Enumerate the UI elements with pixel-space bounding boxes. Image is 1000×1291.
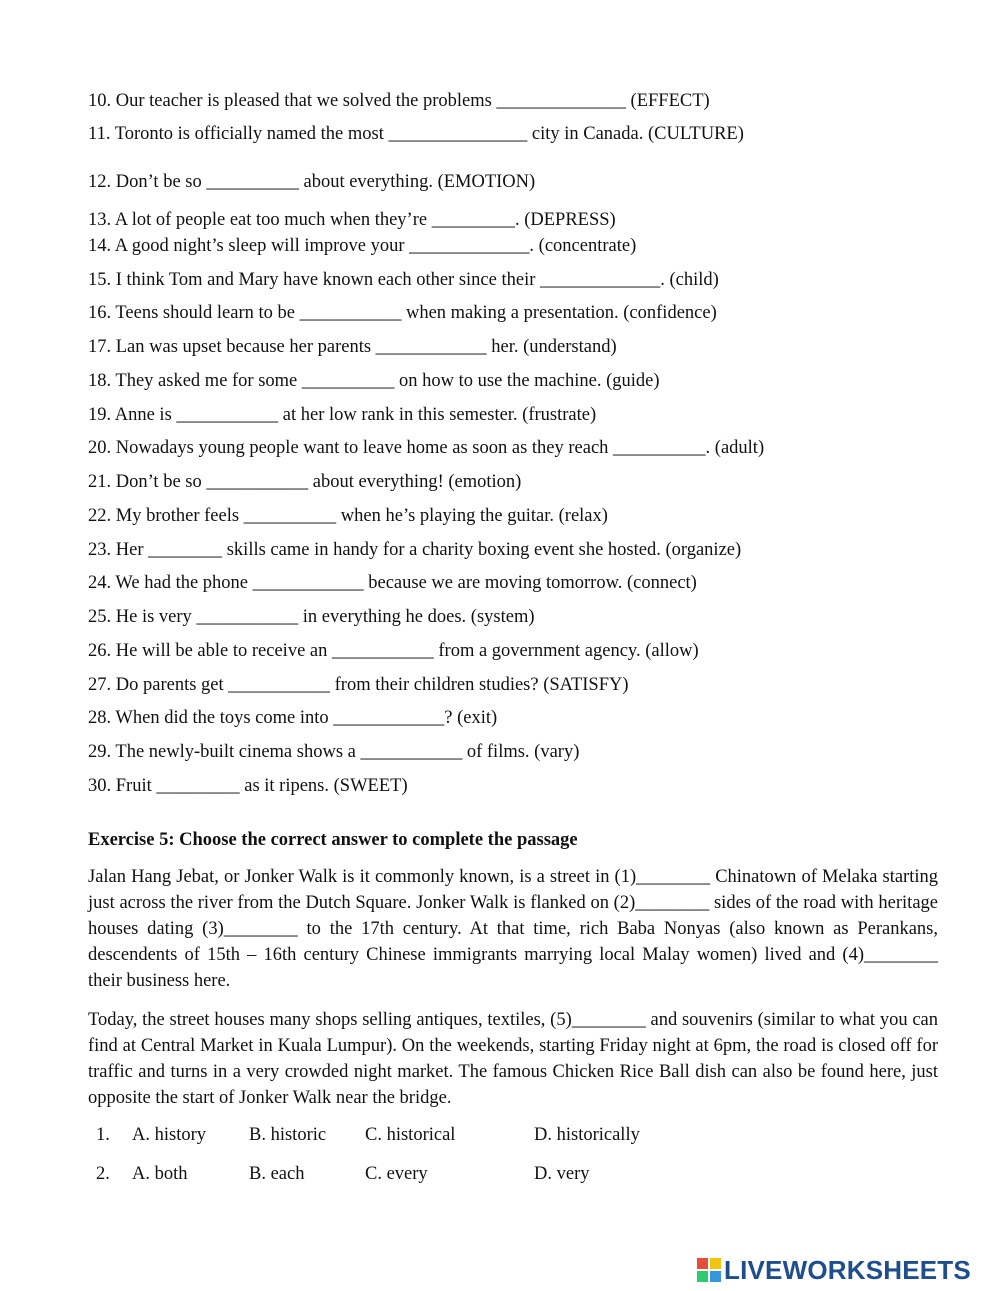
question-20: 20. Nowadays young people want to leave home as soon as they reach __________. (adult)	[88, 438, 765, 458]
option-number: 2.	[96, 1164, 110, 1184]
option-d: D. very	[534, 1164, 590, 1184]
question-11: 11. Toronto is officially named the most _______________ city in Canada. (CULTURE)	[88, 124, 744, 144]
question-15: 15. I think Tom and Mary have known each other since their _____________. (child)	[88, 270, 719, 290]
option-d: D. historically	[534, 1125, 640, 1145]
question-27: 27. Do parents get ___________ from their children studies? (SATISFY)	[88, 675, 629, 695]
option-a: A. history	[132, 1125, 206, 1145]
option-a: A. both	[132, 1164, 188, 1184]
question-17: 17. Lan was upset because her parents ____________ her. (understand)	[88, 337, 617, 357]
question-10: 10. Our teacher is pleased that we solved the problems ______________ (EFFECT)	[88, 91, 710, 111]
passage-paragraph-2: Today, the street houses many shops selling antiques, textiles, (5)________ and souvenirs (similar to what you can find at Central Market in Kuala Lumpur). On the weekends, starting Friday night at 6pm, the road is closed off for traffic and turns in a very crowded night market. The famous Chicken Rice Ball dish can also be found here, just opposite the start of Jonker Walk near the bridge.	[88, 1010, 938, 1108]
question-14: 14. A good night’s sleep will improve your _____________. (concentrate)	[88, 236, 637, 256]
question-13: 13. A lot of people eat too much when they’re _________. (DEPRESS)	[88, 210, 616, 230]
question-28: 28. When did the toys come into ____________? (exit)	[88, 708, 498, 728]
question-21: 21. Don’t be so ___________ about everything! (emotion)	[88, 472, 522, 492]
liveworksheets-logo-icon	[697, 1258, 721, 1282]
option-row-2	[0, 1164, 1000, 1188]
question-25: 25. He is very ___________ in everything he does. (system)	[88, 607, 535, 627]
question-29: 29. The newly-built cinema shows a ___________ of films. (vary)	[88, 742, 580, 762]
question-26: 26. He will be able to receive an ___________ from a government agency. (allow)	[88, 641, 699, 661]
question-18: 18. They asked me for some __________ on how to use the machine. (guide)	[88, 371, 660, 391]
exercise-5-heading: Exercise 5: Choose the correct answer to complete the passage	[88, 830, 578, 850]
question-19: 19. Anne is ___________ at her low rank in this semester. (frustrate)	[88, 405, 597, 425]
liveworksheets-logo	[697, 1255, 997, 1285]
question-23: 23. Her ________ skills came in handy for a charity boxing event she hosted. (organize)	[88, 540, 742, 560]
question-16: 16. Teens should learn to be ___________ when making a presentation. (confidence)	[88, 303, 717, 323]
question-22: 22. My brother feels __________ when he’s playing the guitar. (relax)	[88, 506, 608, 526]
option-b: B. historic	[249, 1125, 327, 1145]
option-row-1	[0, 1125, 1000, 1149]
option-b: B. each	[249, 1164, 305, 1184]
option-c: C. every	[365, 1164, 428, 1184]
liveworksheets-logo-text: LIVEWORKSHEETS	[724, 1255, 971, 1285]
question-12: 12. Don’t be so __________ about everything. (EMOTION)	[88, 172, 536, 192]
option-number: 1.	[96, 1125, 110, 1145]
passage-paragraph-1: Jalan Hang Jebat, or Jonker Walk is it commonly known, is a street in (1)________ Chinatown of Melaka starting just across the river from the Dutch Square. Jonker Walk is flanked on (2)________ sides of the road with heritage houses dating (3)________ to the 17th century. At that time, rich Baba Nonyas (also known as Perankans, descendents of 15th – 16th century Chinese immigrants marrying local Malay women) lived and (4)________ their business here.	[88, 867, 938, 991]
question-24: 24. We had the phone ____________ because we are moving tomorrow. (connect)	[88, 573, 697, 593]
question-30: 30. Fruit _________ as it ripens. (SWEET)	[88, 776, 408, 796]
option-c: C. historical	[365, 1125, 456, 1145]
